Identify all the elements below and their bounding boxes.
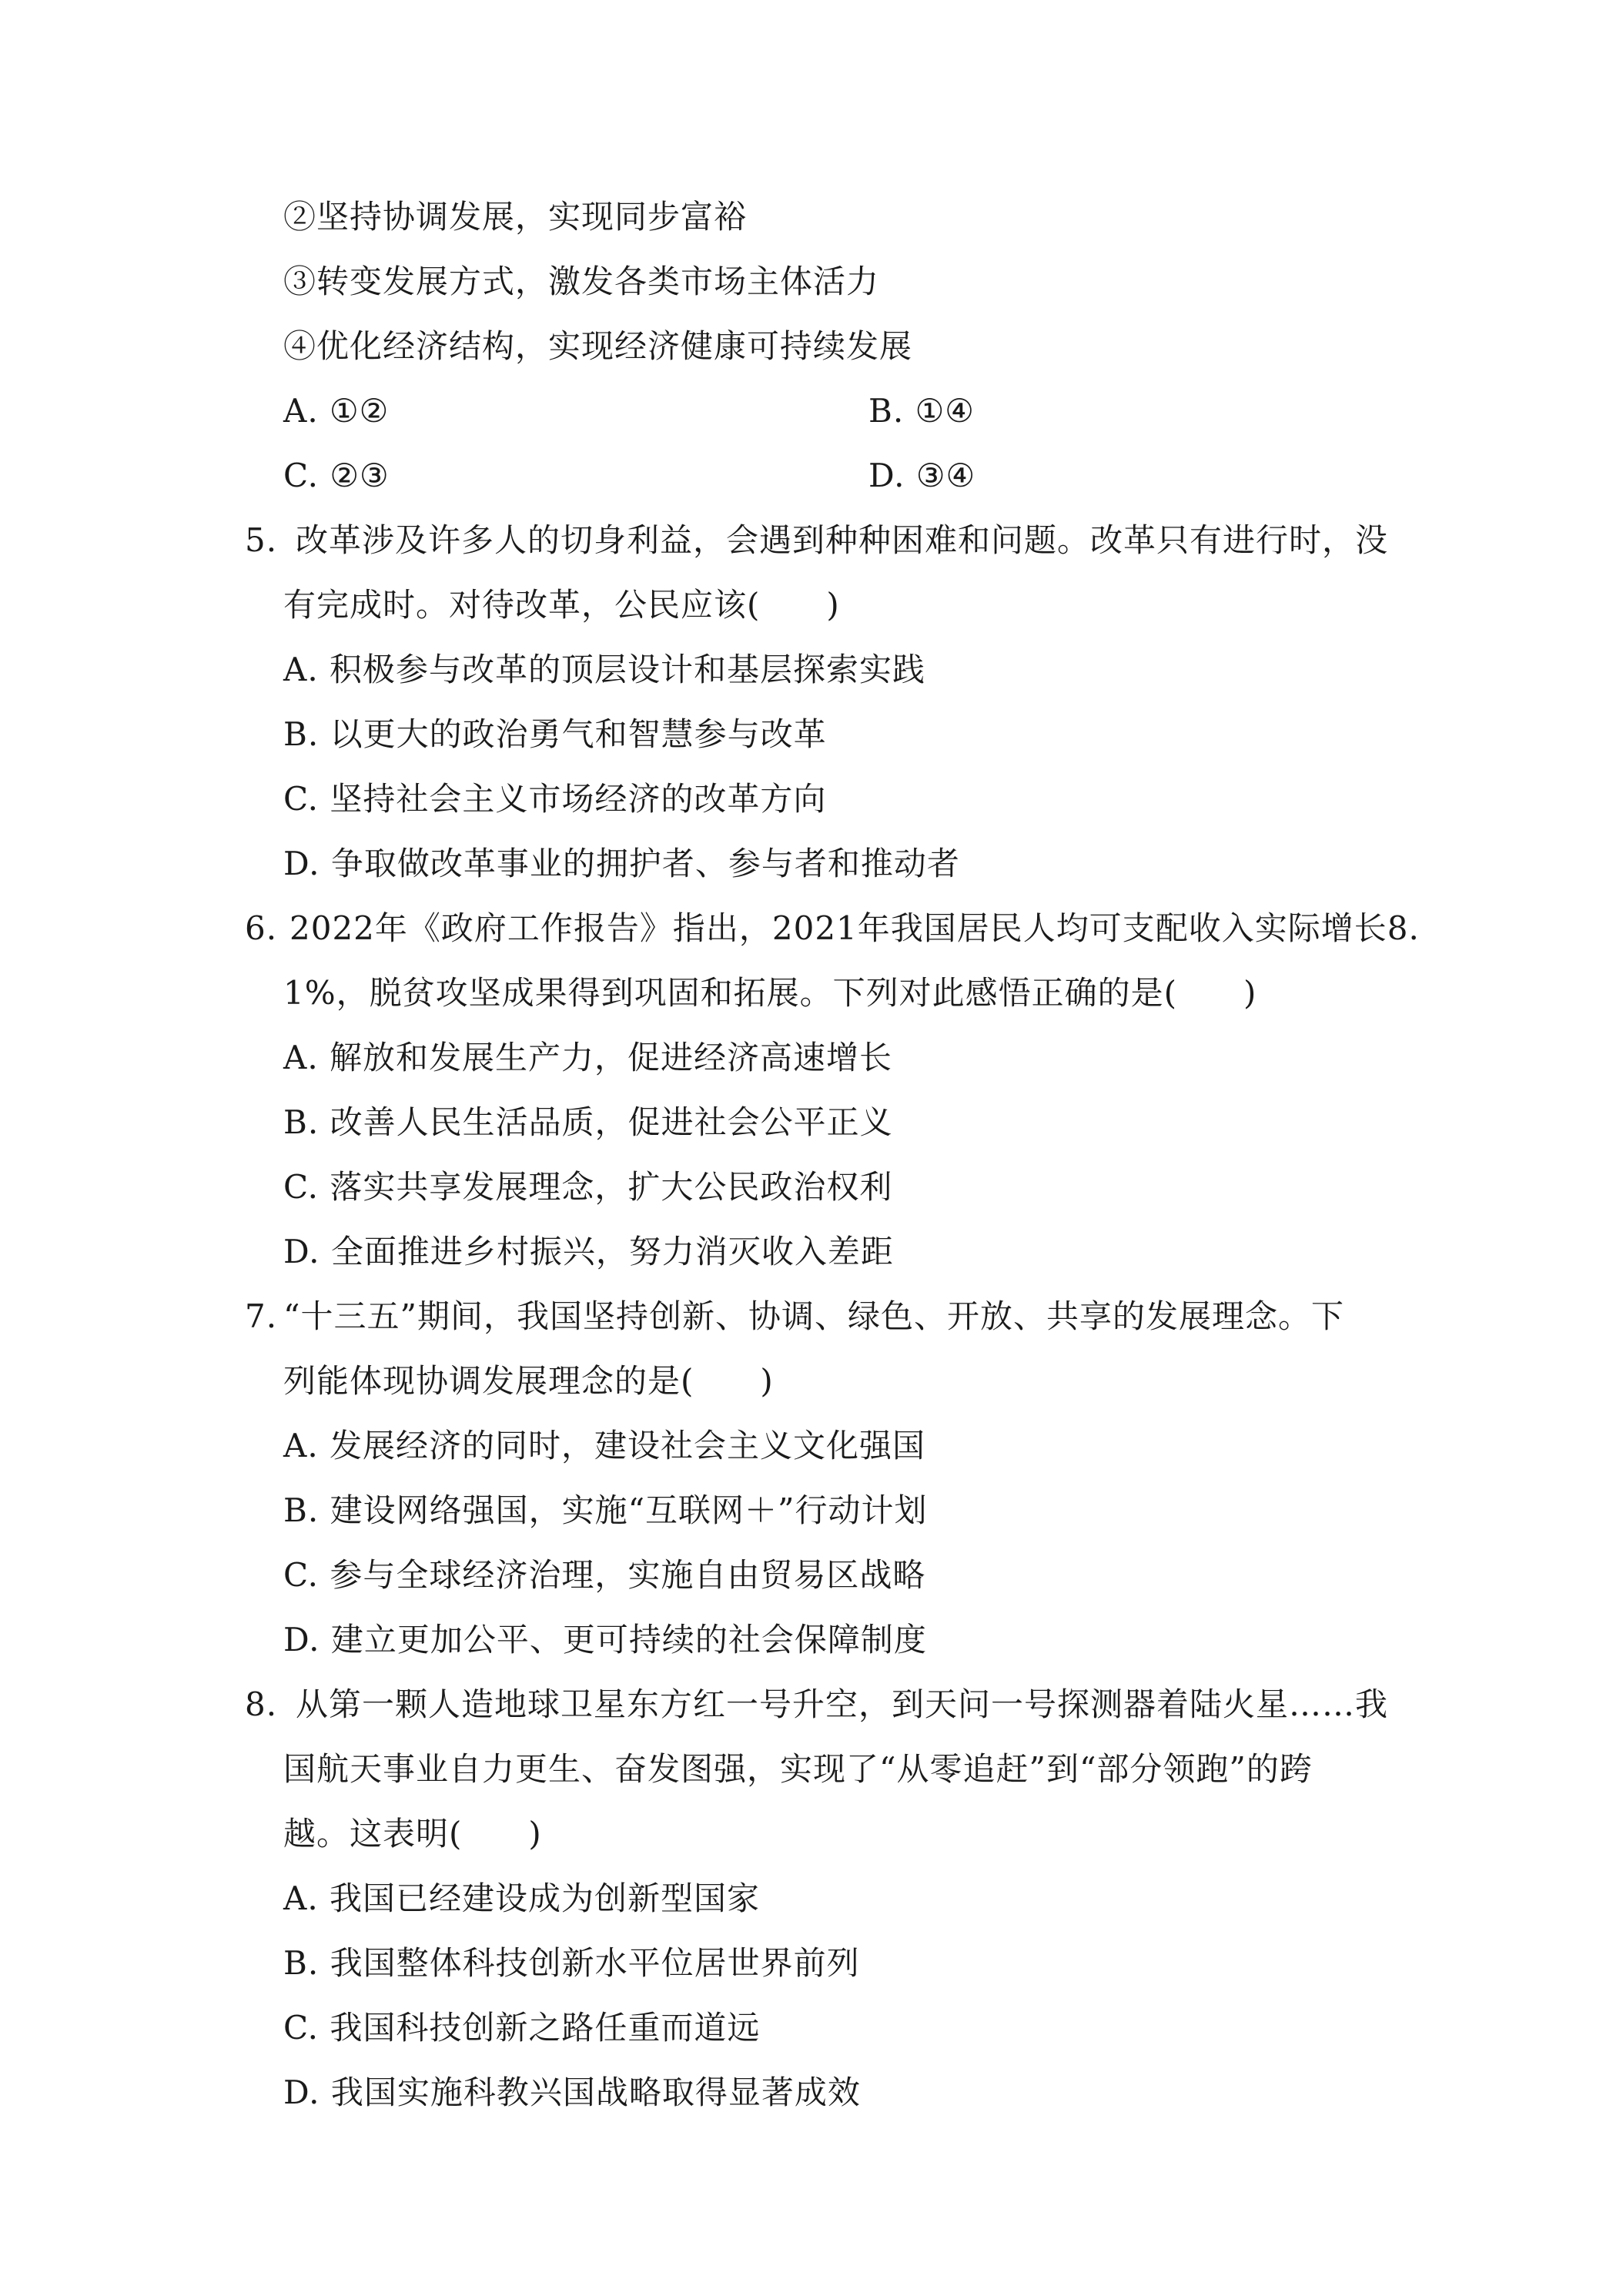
option-d: D. 建立更加公平、更可持续的社会保障制度	[283, 1621, 927, 1658]
option-d: D. 全面推进乡村振兴，努力消灭收入差距	[283, 1233, 894, 1270]
option-d: D. ③④	[868, 457, 976, 494]
option-c: C. 坚持社会主义市场经济的改革方向	[283, 780, 827, 818]
question-stem: 1%，脱贫攻坚成果得到巩固和拓展。下列对此感悟正确的是( )	[283, 974, 1257, 1012]
option-c: C. 我国科技创新之路任重而道远	[283, 2009, 761, 2047]
option-a: A. 解放和发展生产力，促进经济高速增长	[283, 1039, 893, 1076]
option-c: C. 落实共享发展理念，扩大公民政治权利	[283, 1168, 893, 1206]
question-stem: 2022年《政府工作报告》指出，2021年我国居民人均可支配收入实际增长8.	[289, 909, 1420, 947]
option-c: C. ②③	[283, 457, 390, 494]
option-d: D. 我国实施科教兴国战略取得显著成效	[283, 2073, 861, 2111]
option-a: A. 我国已经建设成为创新型国家	[283, 1879, 761, 1917]
statement-3: ③转变发展方式，激发各类市场主体活力	[283, 263, 880, 300]
option-a: A. 发展经济的同时，建设社会主义文化强国	[283, 1427, 926, 1464]
option-b: B. ①④	[868, 392, 975, 430]
option-d: D. 争取做改革事业的拥护者、参与者和推动者	[283, 845, 960, 882]
option-b: B. 改善人民生活品质，促进社会公平正义	[283, 1103, 893, 1141]
statement-2: ②坚持协调发展，实现同步富裕	[283, 198, 748, 236]
option-b: B. 以更大的政治勇气和智慧参与改革	[283, 715, 827, 753]
option-b: B. 建设网络强国，实施“互联网＋”行动计划	[283, 1491, 928, 1529]
statement-4: ④优化经济结构，实现经济健康可持续发展	[283, 327, 913, 365]
question-stem: 列能体现协调发展理念的是( )	[283, 1362, 774, 1400]
question-stem: 从第一颗人造地球卫星东方红一号升空，到天问一号探测器着陆火星……我	[296, 1685, 1389, 1723]
question-stem: 越。这表明( )	[283, 1815, 542, 1853]
question-number: 6.	[245, 909, 278, 947]
question-stem: 改革涉及许多人的切身利益，会遇到种种困难和问题。改革只有进行时，没	[296, 521, 1389, 559]
option-b: B. 我国整体科技创新水平位居世界前列	[283, 1944, 860, 1982]
question-number: 8.	[245, 1685, 278, 1723]
question-number: 5.	[245, 521, 278, 559]
question-stem: 有完成时。对待改革，公民应该( )	[283, 586, 840, 624]
question-stem: “十三五”期间，我国坚持创新、协调、绿色、开放、共享的发展理念。下	[283, 1297, 1344, 1335]
option-a: A. ①②	[283, 392, 390, 430]
option-c: C. 参与全球经济治理，实施自由贸易区战略	[283, 1556, 926, 1594]
question-number: 7.	[245, 1297, 278, 1335]
option-a: A. 积极参与改革的顶层设计和基层探索实践	[283, 651, 926, 688]
question-stem: 国航天事业自力更生、奋发图强，实现了“从零追赶”到“部分领跑”的跨	[283, 1750, 1313, 1788]
